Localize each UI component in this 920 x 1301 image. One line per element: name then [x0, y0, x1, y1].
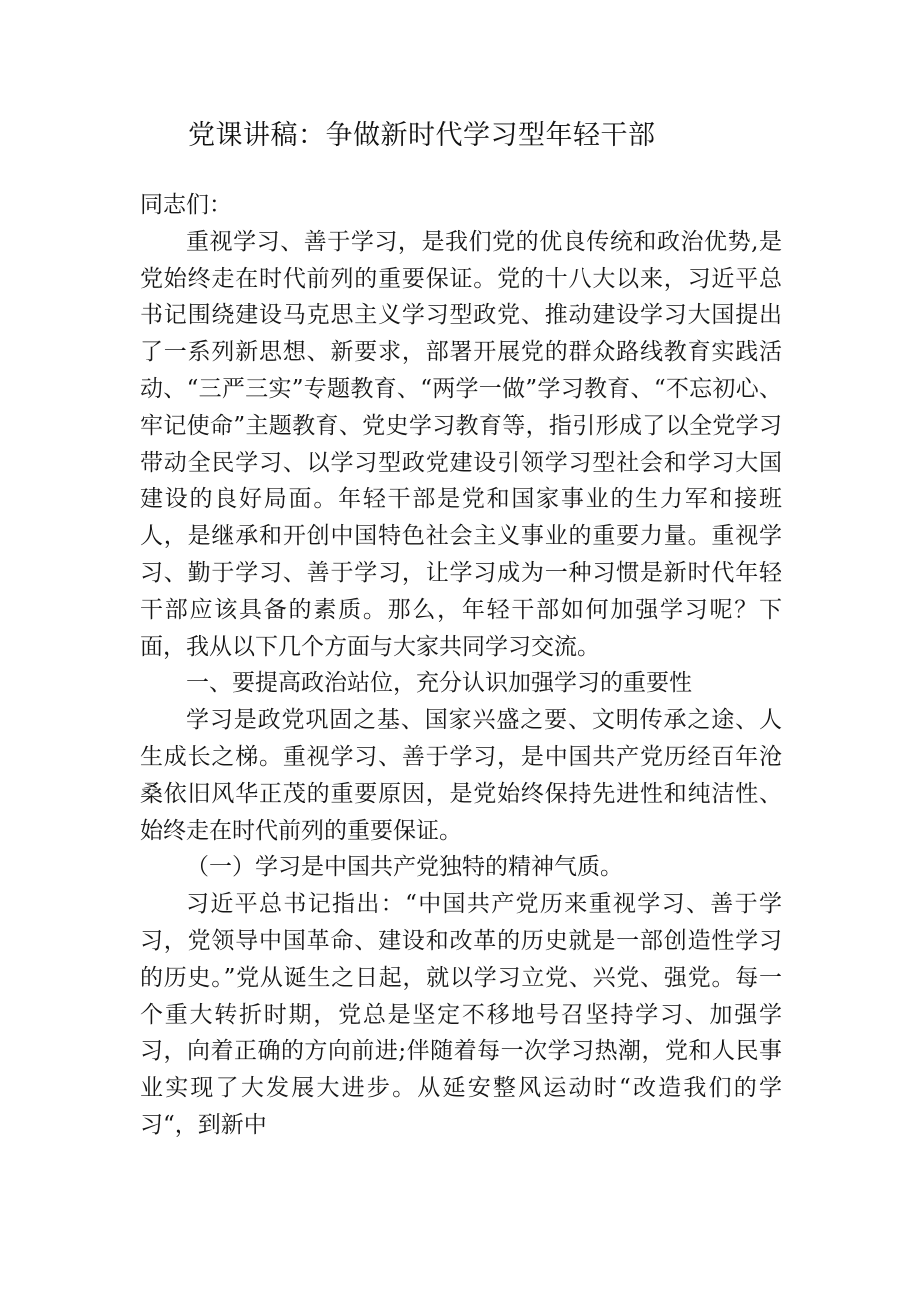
paragraph-intro: 重视学习、善于学习，是我们党的优良传统和政治优势,是党始终走在时代前列的重要保证。党的十八大以来，习近平总书记围绕建设马克思主义学习型政党、推动建设学习大国提出了一系列新思想、新要求，部署开展党的群众路线教育实践活动、“三严三实”专题教育、“两学一做”学习教育、“不忘初心、牢记使命”主题教育、党史学习教育等，指引形成了以全党学习带动全民学习、以学习型政党建设引领学习型社会和学习大国建设的良好局面。年轻干部是党和国家事业的生力军和接班人，是继承和开创中国特色社会主义事业的重要力量。重视学习、勤于学习、善于学习，让学习成为一种习惯是新时代年轻干部应该具备的素质。那么，年轻干部如何加强学习呢？下面，我从以下几个方面与大家共同学习交流。 — [140, 228, 782, 660]
document-body — [140, 187, 782, 1144]
subsection-heading-1: （一）学习是中国共产党独特的精神气质。 — [186, 854, 623, 881]
document-title: 党课讲稿：争做新时代学习型年轻干部 — [188, 120, 656, 151]
paragraph-party-learning-history: 习近平总书记指出：“中国共产党历来重视学习、善于学习，党领导中国革命、建设和改革的历史就是一部创造性学习的历史。”党从诞生之日起，就以学习立党、兴党、强党。每一个重大转折时期，党总是坚定不移地号召坚持学习、加强学习，向着正确的方向前进;伴随着每一次学习热潮，党和人民事业实现了大发展大进步。从延安整风运动时“改造我们的学习“，到新中 — [140, 891, 782, 1138]
section-heading-1: 一、要提高政治站位，充分认识加强学习的重要性 — [186, 670, 692, 697]
paragraph-learning-importance: 学习是政党巩固之基、国家兴盛之要、文明传承之途、人生成长之梯。重视学习、善于学习，是中国共产党历经百年沧桑依旧风华正茂的重要原因，是党始终保持先进性和纯洁性、始终走在时代前列的重要保证。 — [140, 707, 782, 844]
salutation: 同志们： — [140, 192, 232, 218]
